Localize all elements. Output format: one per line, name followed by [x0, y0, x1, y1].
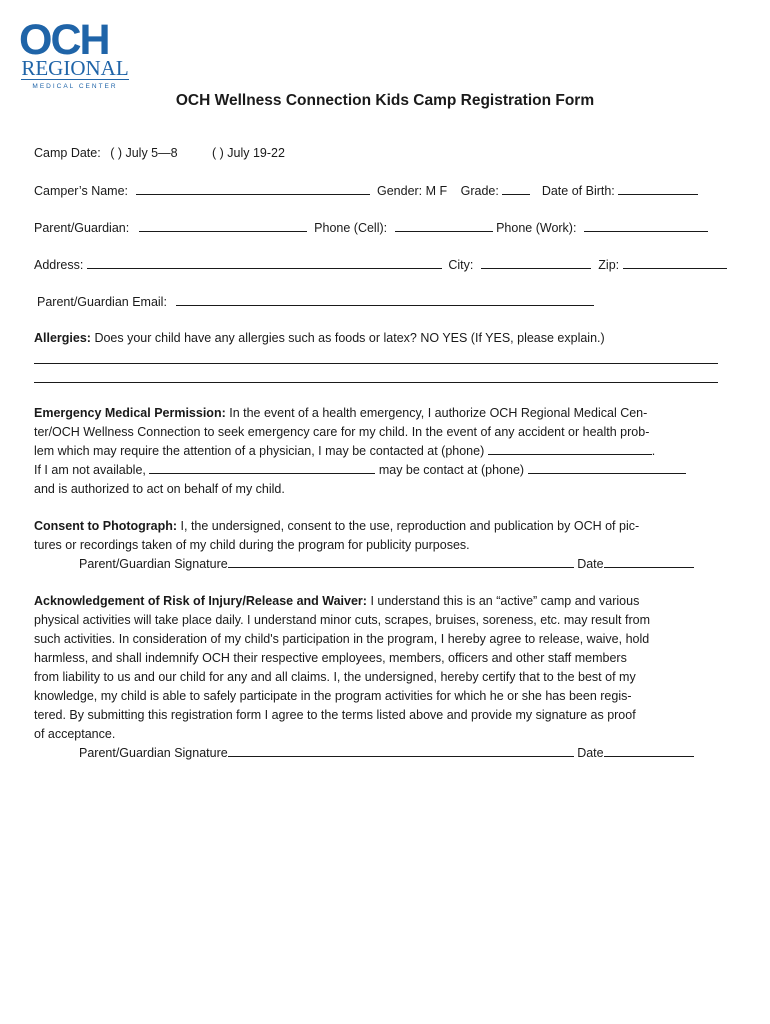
emergency-phone-field[interactable]: [488, 442, 652, 455]
parent-guardian-field[interactable]: [139, 219, 307, 232]
camp-date-option-july-5[interactable]: ( ) July 5—8: [110, 146, 178, 160]
waiver-text-1: I understand this is an “active” camp and various: [370, 594, 640, 608]
camper-name-field[interactable]: [136, 182, 370, 195]
waiver-signature-field[interactable]: [228, 744, 574, 757]
waiver-date-label: Date: [577, 746, 604, 760]
zip-field[interactable]: [623, 256, 727, 269]
waiver-text-8: of acceptance.: [34, 727, 116, 741]
phone-work-field[interactable]: [584, 219, 708, 232]
allergies-heading: Allergies:: [34, 331, 91, 345]
consent-signature-label: Parent/Guardian Signature: [79, 557, 228, 571]
emergency-heading: Emergency Medical Permission:: [34, 406, 226, 420]
waiver-date-field[interactable]: [604, 744, 694, 757]
allergies-row: [34, 330, 605, 346]
waiver-text-6: knowledge, my child is able to safely participate in the program activities for which he or she has been regis-: [34, 689, 632, 703]
logo-divider: [21, 79, 129, 80]
parent-row: [34, 219, 708, 236]
och-regional-logo: [19, 16, 131, 92]
allergies-question: Does your child have any allergies such as foods or latex? NO YES (If YES, please explain.): [94, 331, 605, 345]
waiver-signature-label: Parent/Guardian Signature: [79, 746, 228, 760]
gender-label: Gender: M F: [376, 184, 448, 198]
email-label: Parent/Guardian Email:: [37, 295, 167, 309]
city-label: City:: [448, 258, 474, 272]
address-field[interactable]: [87, 256, 442, 269]
consent-heading: Consent to Photograph:: [34, 519, 178, 533]
waiver-text-7: tered. By submitting this registration form I agree to the terms listed above and provide my signature as proof: [34, 708, 636, 722]
logo-regional-text: REGIONAL: [21, 56, 129, 80]
waiver-heading: Acknowledgement of Risk of Injury/Release and Waiver:: [34, 594, 367, 608]
emergency-section: [34, 404, 724, 499]
address-row: [34, 256, 727, 273]
dob-label: Date of Birth:: [541, 184, 615, 198]
waiver-text-3: such activities. In consideration of my child's participation in the program, I hereby agree to release, waive, hold: [34, 632, 650, 646]
consent-signature-field[interactable]: [228, 555, 574, 568]
consent-text-2: tures or recordings taken of my child during the program for publicity purposes.: [34, 538, 470, 552]
camp-date-row: [34, 145, 178, 161]
waiver-text-2: physical activities will take place daily. I understand minor cuts, scrapes, bruises, soreness, etc. may result from: [34, 613, 650, 627]
alternate-contact-phone-field[interactable]: [528, 461, 686, 474]
city-field[interactable]: [481, 256, 591, 269]
camp-date-option-july-19[interactable]: ( ) July 19-22: [212, 146, 285, 160]
logo-och-text: OCH: [19, 16, 109, 64]
allergies-explain-line-2[interactable]: [34, 382, 718, 383]
grade-label: Grade:: [460, 184, 499, 198]
emergency-text-5: and is authorized to act on behalf of my child.: [34, 482, 285, 496]
emergency-text-3: lem which may require the attention of a physician, I may be contacted at (phone): [34, 444, 485, 458]
dob-field[interactable]: [618, 182, 698, 195]
phone-cell-field[interactable]: [395, 219, 493, 232]
address-label: Address:: [34, 258, 84, 272]
emergency-text-4a: If I am not available,: [34, 463, 146, 477]
emergency-text-3-end: .: [651, 444, 656, 458]
consent-section: [34, 517, 724, 573]
phone-work-label: Phone (Work):: [496, 221, 577, 235]
waiver-text-5: from liability to us and our child for any and all claims. I, the undersigned, hereby certify that to the best of my: [34, 670, 636, 684]
camper-name-label: Camper’s Name:: [34, 184, 129, 198]
grade-field[interactable]: [502, 182, 530, 195]
allergies-explain-line-1[interactable]: [34, 363, 718, 364]
camp-date-label: Camp Date:: [34, 146, 101, 160]
logo-medical-center-text: MEDICAL CENTER: [32, 83, 118, 90]
zip-label: Zip:: [598, 258, 620, 272]
camper-row: [34, 182, 698, 199]
form-title: OCH Wellness Connection Kids Camp Registration Form: [175, 92, 595, 109]
consent-text-1: I, the undersigned, consent to the use, reproduction and publication by OCH of pic-: [180, 519, 640, 533]
email-row: [37, 293, 594, 310]
phone-cell-label: Phone (Cell):: [314, 221, 388, 235]
waiver-section: [34, 592, 724, 762]
consent-date-label: Date: [577, 557, 604, 571]
emergency-text-4b: may be contact at (phone): [378, 463, 525, 477]
camp-date-option-july-19-row: [212, 145, 285, 161]
alternate-contact-name-field[interactable]: [149, 461, 375, 474]
emergency-text-1: In the event of a health emergency, I authorize OCH Regional Medical Cen-: [229, 406, 648, 420]
waiver-text-4: harmless, and shall indemnify OCH their respective employees, members, officers and other staff members: [34, 651, 627, 665]
email-field[interactable]: [176, 293, 594, 306]
consent-date-field[interactable]: [604, 555, 694, 568]
parent-guardian-label: Parent/Guardian:: [34, 221, 130, 235]
emergency-text-2: ter/OCH Wellness Connection to seek emergency care for my child. In the event of any accident or health prob-: [34, 425, 650, 439]
